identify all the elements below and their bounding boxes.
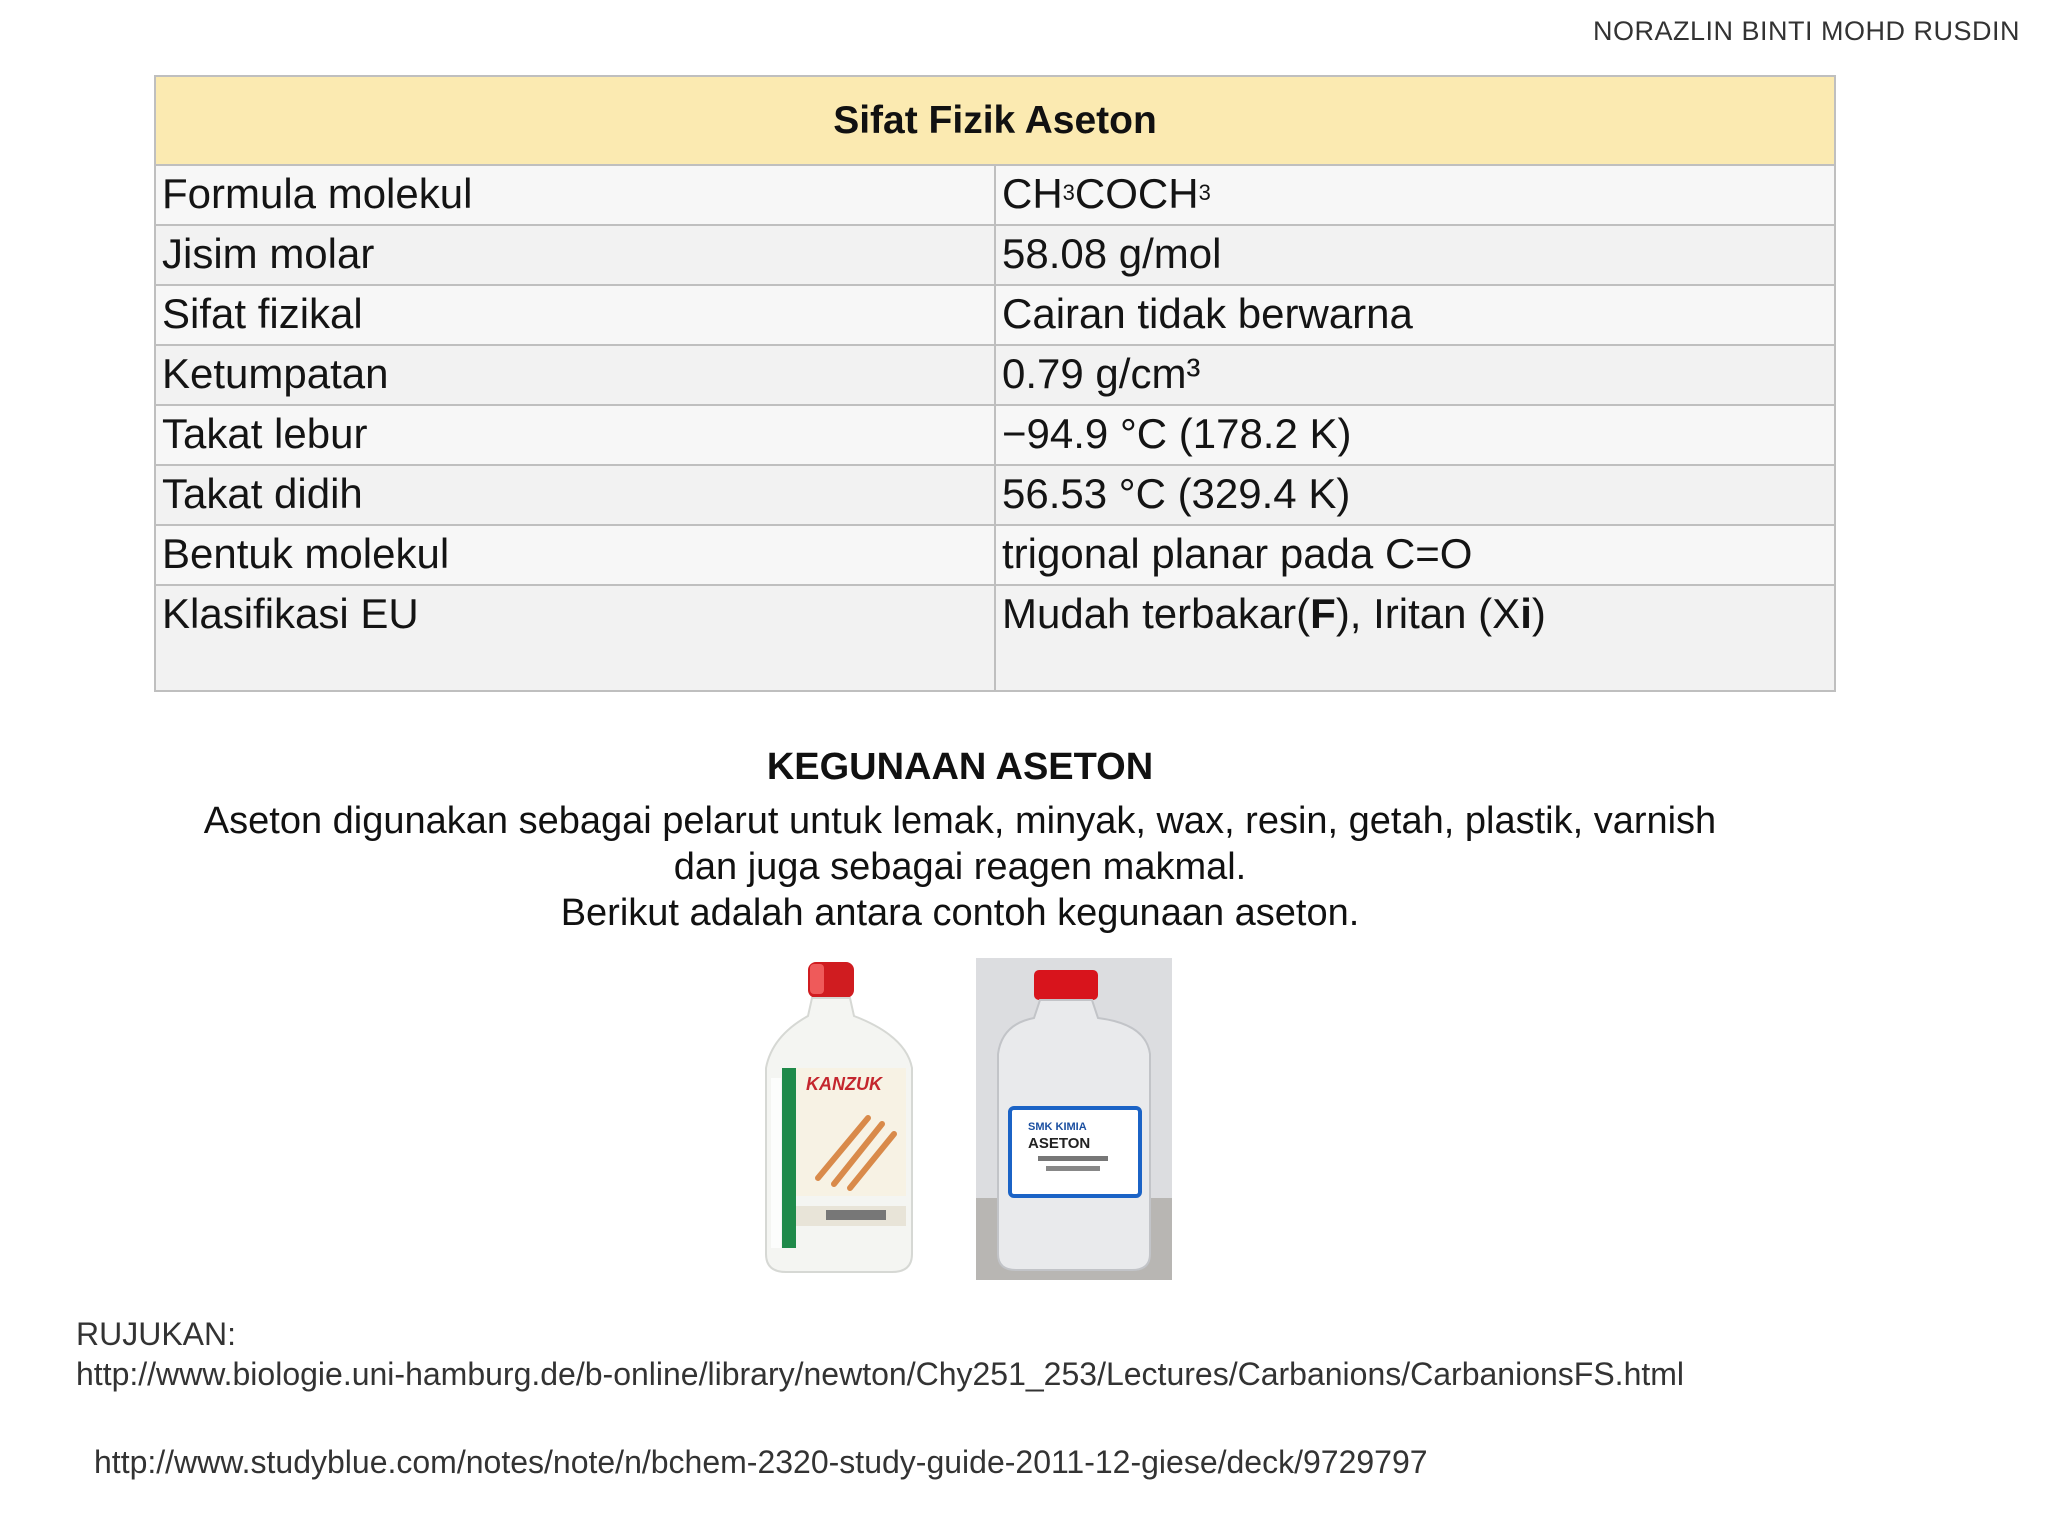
property-label: Formula molekul	[155, 165, 995, 225]
kanzuk-acetone-bottle-image	[756, 958, 922, 1276]
uses-line-3: Berikut adalah antara contoh kegunaan aseton.	[560, 892, 1360, 934]
table-row	[155, 285, 1835, 345]
property-label: Ketumpatan	[155, 345, 995, 405]
table-title: Sifat Fizik Aseton	[155, 76, 1835, 165]
table-row	[155, 525, 1835, 585]
properties-table	[154, 75, 1836, 692]
bottle2-school-label: SMK KIMIA	[1028, 1121, 1087, 1133]
property-value: −94.9 °C (178.2 K)	[995, 405, 1835, 465]
table-row	[155, 345, 1835, 405]
property-value: 58.08 g/mol	[995, 225, 1835, 285]
reference-link-2[interactable]: http://www.studyblue.com/notes/note/n/bchem-2320-study-guide-2011-12-giese/deck/9729797	[94, 1444, 1428, 1480]
table-row	[155, 585, 1835, 691]
property-label: Klasifikasi EU	[155, 585, 995, 691]
uses-line-2: dan juga sebagai reagen makmal.	[673, 846, 1247, 888]
author-name: NORAZLIN BINTI MOHD RUSDIN	[1592, 16, 2020, 46]
table-row	[155, 165, 1835, 225]
property-label: Sifat fizikal	[155, 285, 995, 345]
table-header-row	[155, 76, 1835, 165]
uses-heading: KEGUNAAN ASETON	[766, 746, 1154, 788]
property-value: Mudah terbakar(F), Iritan (Xi)	[995, 585, 1835, 691]
bottle1-brand-label: KANZUK	[806, 1074, 882, 1094]
property-label: Takat lebur	[155, 405, 995, 465]
table-row	[155, 405, 1835, 465]
property-label: Takat didih	[155, 465, 995, 525]
reference-link-1[interactable]: http://www.biologie.uni-hamburg.de/b-online/library/newton/Chy251_253/Lectures/Carbanions/CarbanionsFS.html	[76, 1356, 1685, 1392]
property-value: Cairan tidak berwarna	[995, 285, 1835, 345]
property-value: trigonal planar pada C=O	[995, 525, 1835, 585]
references-label: RUJUKAN:	[76, 1316, 237, 1352]
uses-line-1: Aseton digunakan sebagai pelarut untuk lemak, minyak, wax, resin, getah, plastik, varnish	[203, 800, 1717, 842]
property-label: Bentuk molekul	[155, 525, 995, 585]
lab-acetone-bottle-image	[976, 958, 1172, 1280]
property-value: 56.53 °C (329.4 K)	[995, 465, 1835, 525]
property-label: Jisim molar	[155, 225, 995, 285]
table-row	[155, 225, 1835, 285]
property-value: 0.79 g/cm³	[995, 345, 1835, 405]
bottle2-aseton-label: ASETON	[1028, 1135, 1091, 1152]
property-value: $CH_3COCH_3$	[995, 165, 1835, 225]
table-row	[155, 465, 1835, 525]
